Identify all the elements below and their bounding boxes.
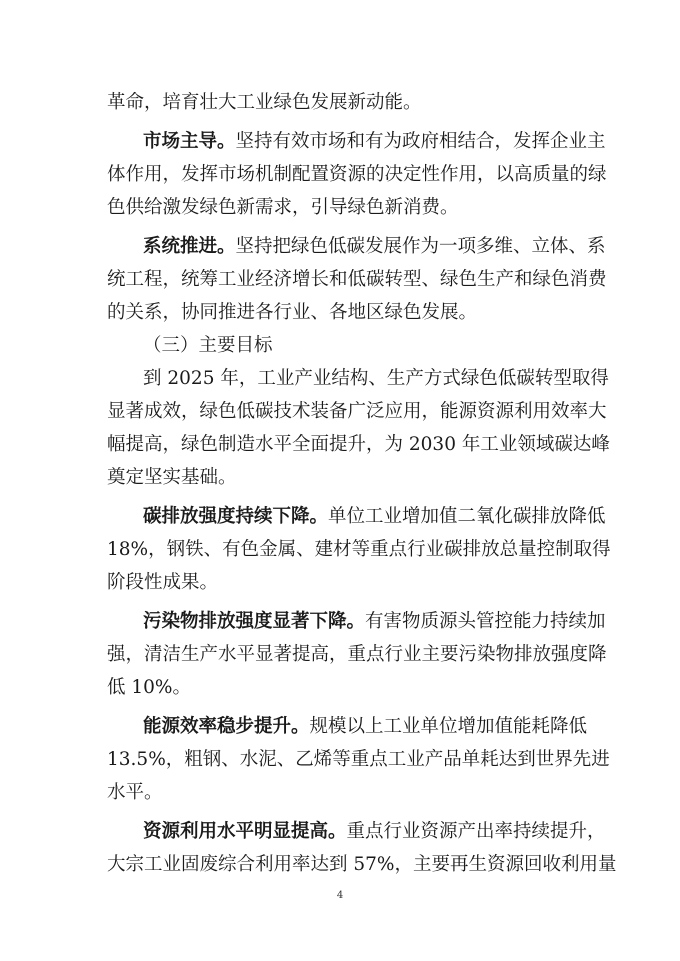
- text-line: 的关系，协同推进各行业、各地区绿色发展。: [107, 302, 478, 323]
- paragraph-carbon-intensity: [107, 500, 606, 533]
- text-line: 幅提高，绿色制造水平全面提升，为 2030 年工业领域碳达峰: [107, 434, 610, 455]
- text-line: 13.5%，粗钢、水泥、乙烯等重点工业产品单耗达到世界先进: [107, 749, 610, 770]
- paragraph-text: 有害物质源头管控能力持续加: [365, 611, 606, 632]
- paragraph-market-led: [107, 125, 606, 158]
- paragraph-lead: 污染物排放强度显著下降。: [143, 611, 366, 632]
- paragraph-lead: 碳排放强度持续下降。: [143, 506, 329, 527]
- text-line: 强，清洁生产水平显著提高，重点行业主要污染物排放强度降: [107, 644, 607, 665]
- paragraph-resource-utilization: [107, 815, 606, 848]
- text-line: 阶段性成果。: [107, 572, 219, 593]
- text-line: 统工程，统筹工业经济增长和低碳转型、绿色生产和绿色消费: [107, 269, 607, 290]
- text-line: 奠定坚实基础。: [107, 467, 237, 488]
- paragraph-lead: 资源利用水平明显提高。: [143, 821, 347, 842]
- page-number: 4: [336, 890, 344, 901]
- section-heading: （三）主要目标: [143, 335, 273, 356]
- paragraph-text: 坚持把绿色低碳发展作为一项多维、立体、系: [235, 236, 606, 257]
- text-line: 体作用，发挥市场机制配置资源的决定性作用，以高质量的绿: [107, 164, 607, 185]
- text-line: 18%，钢铁、有色金属、建材等重点行业碳排放总量控制取得: [107, 539, 611, 560]
- text-line: 色供给激发绿色新需求，引导绿色新消费。: [107, 197, 459, 218]
- paragraph-lead: 能源效率稳步提升。: [143, 716, 310, 737]
- text-line: 水平。: [107, 782, 163, 803]
- text-line: 革命，培育壮大工业绿色发展新动能。: [107, 92, 422, 113]
- paragraph-energy-efficiency: [107, 710, 587, 743]
- paragraph-text: 单位工业增加值二氧化碳排放降低: [328, 506, 606, 527]
- paragraph-lead: 市场主导。: [143, 131, 236, 152]
- paragraph-pollutant-intensity: [107, 605, 606, 638]
- paragraph-text: 重点行业资源产出率持续提升，: [346, 821, 606, 842]
- text-line: 显著成效，绿色低碳技术装备广泛应用，能源资源利用效率大: [107, 401, 607, 422]
- document-body: [107, 86, 617, 881]
- text-line: 低 10%。: [107, 677, 191, 698]
- paragraph-text: 规模以上工业单位增加值能耗降低: [309, 716, 588, 737]
- paragraph-systematic: [107, 230, 606, 263]
- text-line: 大宗工业固废综合利用率达到 57%，主要再生资源回收利用量: [107, 854, 617, 875]
- text-line: 到 2025 年，工业产业结构、生产方式绿色低碳转型取得: [143, 368, 609, 389]
- paragraph-lead: 系统推进。: [143, 236, 236, 257]
- paragraph-text: 坚持有效市场和有为政府相结合，发挥企业主: [235, 131, 606, 152]
